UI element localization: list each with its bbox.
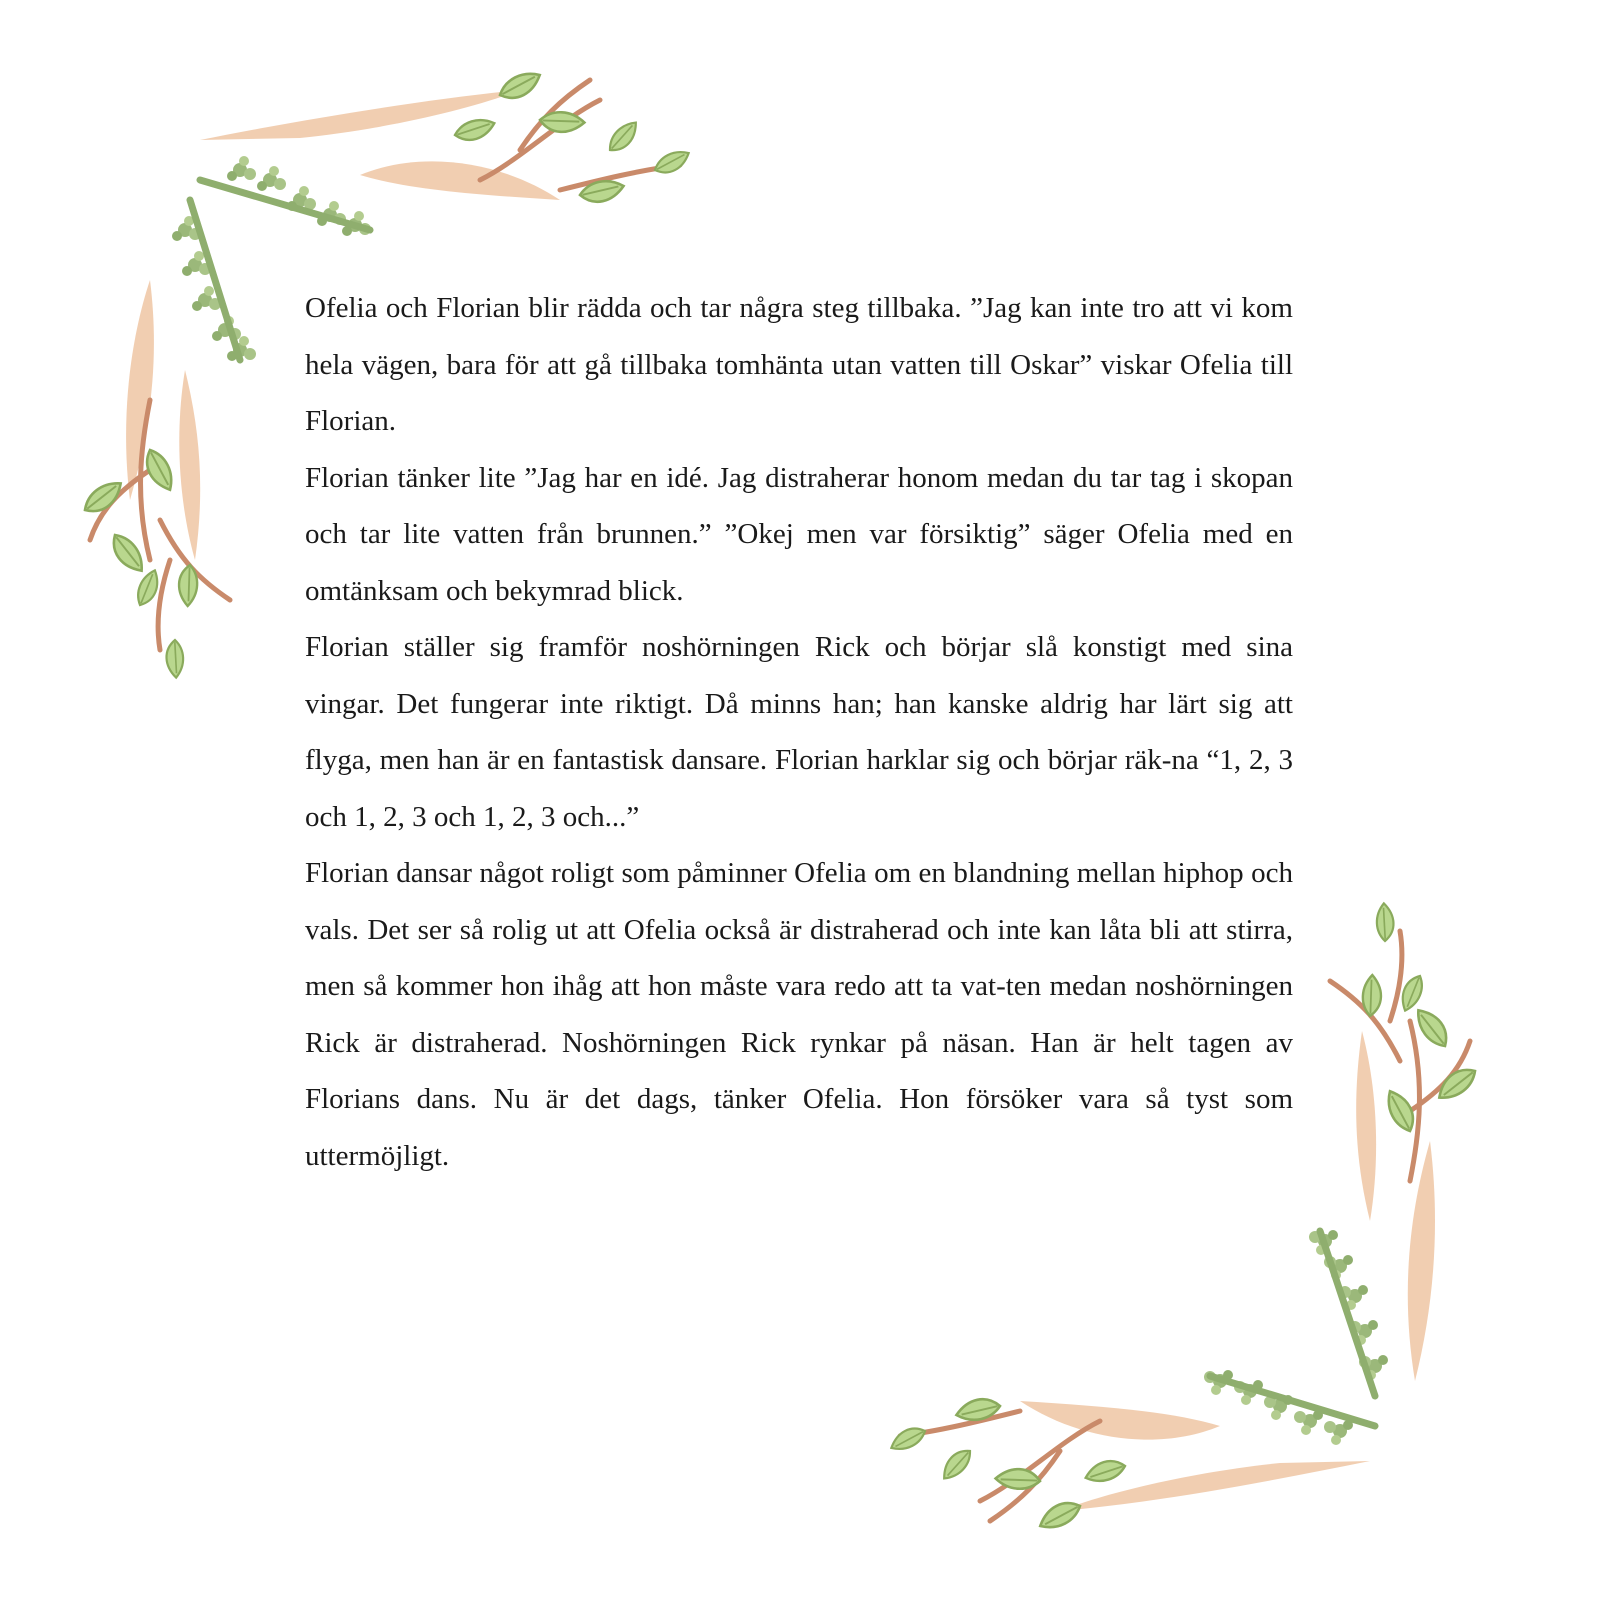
paragraph-2: Florian tänker lite ”Jag har en idé. Jag distraherar honom medan du tar tag i skopan och tar lite vatten från brunnen.” ”Okej men var försiktig” säger Ofelia med en omtänksam och bekymrad blick. <box>305 461 1293 607</box>
paragraph-4: Florian dansar något roligt som påminner Ofelia om en blandning mellan hiphop och vals. Det ser så rolig ut att Ofelia också är distraherad och inte kan låta bli att stirra, men så kommer hon ihåg att hon måste vara redo att ta vat-ten medan noshörningen Rick är distraherad. Noshörningen Rick rynkar på näsan. Han är helt tagen av Florians dans. Nu är det dags, tänker Ofelia. Hon försöker vara så tyst som uttermöjligt. <box>305 857 1293 1172</box>
story-text <box>305 280 1293 1184</box>
paragraph-3: Florian ställer sig framför noshörningen Rick och börjar slå konstigt med sina vingar. Det fungerar inte riktigt. Då minns han; han kanske aldrig har lärt sig att flyga, men han är en fantastisk dansare. Florian harklar sig och börjar räk-na “1, 2, 3 och 1, 2, 3 och 1, 2, 3 och...” <box>305 631 1293 833</box>
paragraph-1: Ofelia och Florian blir rädda och tar några steg tillbaka. ”Jag kan inte tro att vi kom hela vägen, bara för att gå tillbaka tomhänta utan vatten till Oskar” viskar Ofelia till Florian. <box>305 292 1293 437</box>
